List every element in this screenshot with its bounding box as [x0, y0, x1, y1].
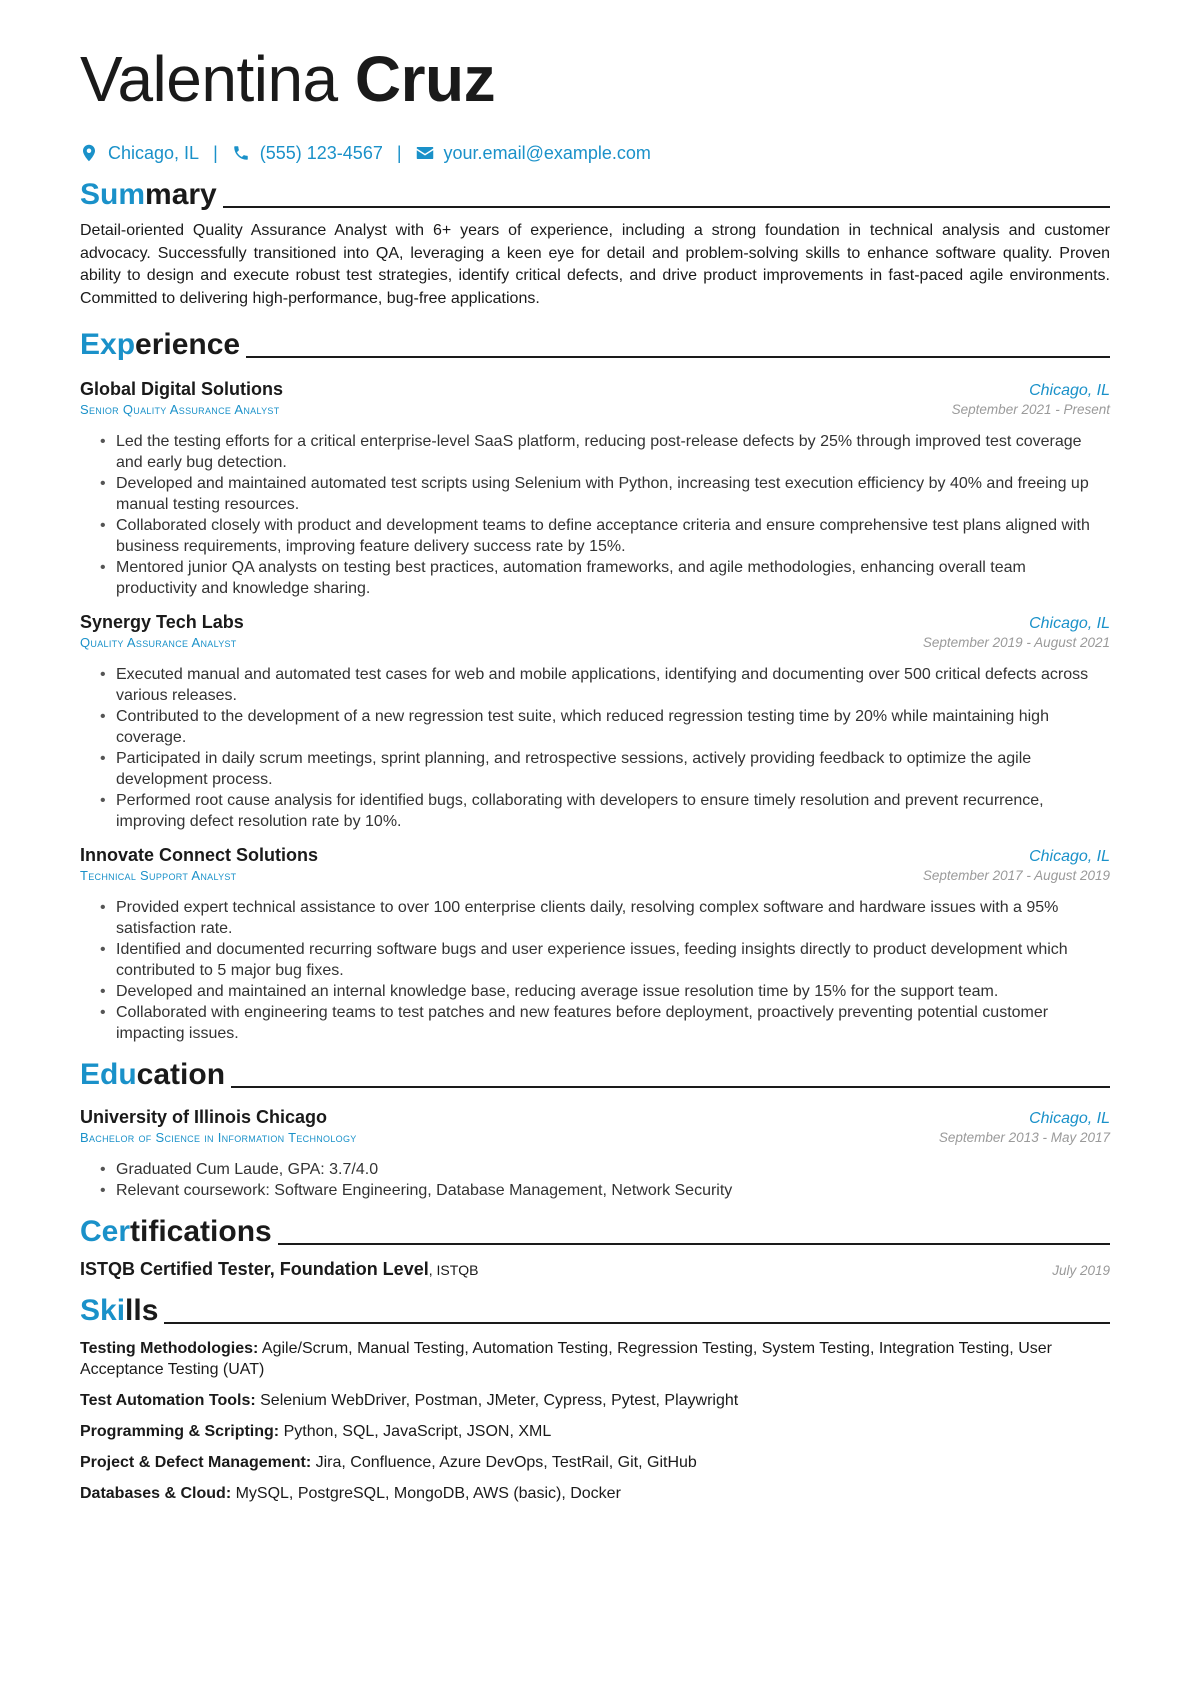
skill-category: Test Automation Tools:	[80, 1392, 256, 1409]
phone-text: (555) 123-4567	[259, 143, 383, 163]
section-rule	[278, 1243, 1110, 1245]
contact-phone[interactable]	[232, 142, 383, 164]
contact-location	[80, 142, 199, 164]
entry-bullets	[80, 431, 1110, 599]
section-title-highlight: Cer	[80, 1215, 131, 1248]
entry-location: Chicago, IL	[1029, 1110, 1110, 1127]
experience-entry	[80, 611, 1110, 832]
section-title	[80, 178, 217, 212]
certification-date: July 2019	[1052, 1263, 1110, 1278]
entry-role: Senior Quality Assurance Analyst	[80, 402, 280, 417]
list-item: • Performed root cause analysis for identified bugs, collaborating with developers to ensure timely resolution and prevent recurrence, improving defect resolution rate by 10%.	[116, 790, 1110, 832]
summary-text: Detail-oriented Quality Assurance Analyst with 6+ years of experience, including a strong foundation in technical analysis and customer advocacy. Successfully transitioned into QA, leveraging a keen eye for detail and problem-solving skills to enhance software quality. Proven ability to design and execute robust test strategies, identify critical defects, and drive product improvements in fast-paced agile environments. Committed to delivering high-performance, bug-free applications.	[80, 222, 1110, 307]
experience-entry	[80, 844, 1110, 1044]
education-entry	[80, 1106, 1110, 1201]
entry-organization: Synergy Tech Labs	[80, 612, 244, 632]
phone-icon	[232, 144, 250, 162]
section-heading-certifications	[80, 1211, 1110, 1249]
last-name: Cruz	[354, 43, 496, 115]
list-item: • Developed and maintained an internal knowledge base, reducing average issue resolution time by 15% for the support team.	[116, 981, 1110, 1002]
entry-organization: University of Illinois Chicago	[80, 1107, 328, 1127]
list-item: • Contributed to the development of a new regression test suite, which reduced regression testing time by 20% while maintaining high coverage.	[116, 706, 1110, 748]
map-pin-icon	[80, 144, 98, 162]
section-title	[80, 1058, 225, 1092]
list-item: • Provided expert technical assistance to over 100 enterprise clients daily, resolving complex software and hardware issues with a 95% satisfaction rate.	[116, 897, 1110, 939]
section-title-rest: lls	[125, 1294, 159, 1327]
section-heading-summary	[80, 174, 1110, 212]
entry-bullets	[80, 664, 1110, 832]
certification-name: ISTQB Certified Tester, Foundation Level	[80, 1259, 429, 1279]
section-title-rest: mary	[145, 178, 217, 211]
list-item: • Participated in daily scrum meetings, sprint planning, and retrospective sessions, actively providing feedback to optimize the agile development process.	[116, 748, 1110, 790]
skill-category: Project & Defect Management:	[80, 1454, 312, 1471]
entry-date: September 2019 - August 2021	[922, 635, 1110, 650]
list-item: • Developed and maintained automated test scripts using Selenium with Python, increasing test execution efficiency by 40% and freeing up manual testing resources.	[116, 473, 1110, 515]
envelope-icon	[416, 144, 434, 162]
entry-organization: Global Digital Solutions	[80, 379, 284, 399]
section-title	[80, 1294, 158, 1328]
contact-email[interactable]	[416, 142, 651, 164]
location-text: Chicago, IL	[108, 143, 200, 163]
skill-items: Agile/Scrum, Manual Testing, Automation Testing, Regression Testing, System Testing, Integration Testing, User Acceptance Testing (UAT)	[80, 1340, 1052, 1378]
section-title	[80, 1215, 272, 1249]
section-title-rest: erience	[135, 328, 241, 361]
section-title-rest: tifications	[130, 1215, 272, 1248]
section-heading-experience	[80, 324, 1110, 362]
first-name: Valentina	[80, 43, 338, 115]
section-rule	[223, 206, 1110, 208]
list-item: • Led the testing efforts for a critical enterprise-level SaaS platform, reducing post-release defects by 25% through improved test coverage and early bug detection.	[116, 431, 1110, 473]
contact-line	[80, 142, 1110, 164]
list-item: • Identified and documented recurring software bugs and user experience issues, feeding insights directly to product development which contributed to 5 major bug fixes.	[116, 939, 1110, 981]
certification-issuer: , ISTQB	[428, 1262, 479, 1278]
list-item: • Collaborated closely with product and development teams to define acceptance criteria and ensure comprehensive test plans aligned with business requirements, improving feature delivery success rate by 15%.	[116, 515, 1110, 557]
contact-separator: |	[213, 143, 218, 163]
entry-bullets	[80, 1159, 1110, 1201]
entry-role: Technical Support Analyst	[80, 868, 237, 883]
skill-items: Selenium WebDriver, Postman, JMeter, Cypress, Pytest, Playwright	[255, 1392, 739, 1409]
entry-bullets	[80, 897, 1110, 1044]
skill-category: Databases & Cloud:	[80, 1485, 232, 1502]
list-item: • Relevant coursework: Software Engineering, Database Management, Network Security	[116, 1180, 1110, 1201]
section-title-highlight: Edu	[80, 1058, 137, 1091]
entry-date: September 2021 - Present	[951, 402, 1110, 417]
candidate-name	[80, 40, 1110, 118]
section-title-highlight: Ski	[80, 1294, 126, 1327]
email-text: your.email@example.com	[443, 143, 651, 163]
skill-category: Programming & Scripting:	[80, 1423, 280, 1440]
section-rule	[231, 1086, 1110, 1088]
skill-row	[80, 1452, 1110, 1473]
section-rule	[164, 1322, 1110, 1324]
entry-location: Chicago, IL	[1029, 382, 1110, 399]
section-title	[80, 328, 240, 362]
list-item: • Graduated Cum Laude, GPA: 3.7/4.0	[116, 1159, 1110, 1180]
skill-items: Python, SQL, JavaScript, JSON, XML	[279, 1423, 552, 1440]
entry-location: Chicago, IL	[1029, 848, 1110, 865]
section-title-rest: cation	[136, 1058, 226, 1091]
section-heading-skills	[80, 1290, 1110, 1328]
entry-date: September 2013 - May 2017	[938, 1130, 1110, 1145]
skill-row	[80, 1338, 1110, 1380]
entry-organization: Innovate Connect Solutions	[80, 845, 319, 865]
section-title-highlight: Exp	[80, 328, 136, 361]
entry-location: Chicago, IL	[1029, 615, 1110, 632]
skill-row	[80, 1483, 1110, 1504]
skill-row	[80, 1421, 1110, 1442]
skill-row	[80, 1390, 1110, 1411]
skill-category: Testing Methodologies:	[80, 1340, 259, 1357]
contact-separator: |	[396, 143, 402, 163]
section-rule	[246, 356, 1110, 358]
entry-role: Quality Assurance Analyst	[80, 635, 237, 650]
entry-role: Bachelor of Science in Information Technology	[80, 1130, 357, 1145]
list-item: • Collaborated with engineering teams to test patches and new features before deployment, proactively preventing potential customer impacting issues.	[116, 1002, 1110, 1044]
experience-entry	[80, 378, 1110, 599]
entry-date: September 2017 - August 2019	[922, 868, 1110, 883]
list-item: • Mentored junior QA analysts on testing best practices, automation frameworks, and agile methodologies, enhancing overall team productivity and knowledge sharing.	[116, 557, 1110, 599]
skill-items: MySQL, PostgreSQL, MongoDB, AWS (basic), Docker	[231, 1485, 621, 1502]
list-item: • Executed manual and automated test cases for web and mobile applications, identifying and documenting over 500 critical defects across various releases.	[116, 664, 1110, 706]
section-heading-education	[80, 1054, 1110, 1092]
section-title-highlight: Sum	[80, 178, 146, 211]
skill-items: Jira, Confluence, Azure DevOps, TestRail, Git, GitHub	[311, 1454, 697, 1471]
skills-list	[80, 1338, 1110, 1504]
certification-entry	[80, 1259, 1110, 1280]
